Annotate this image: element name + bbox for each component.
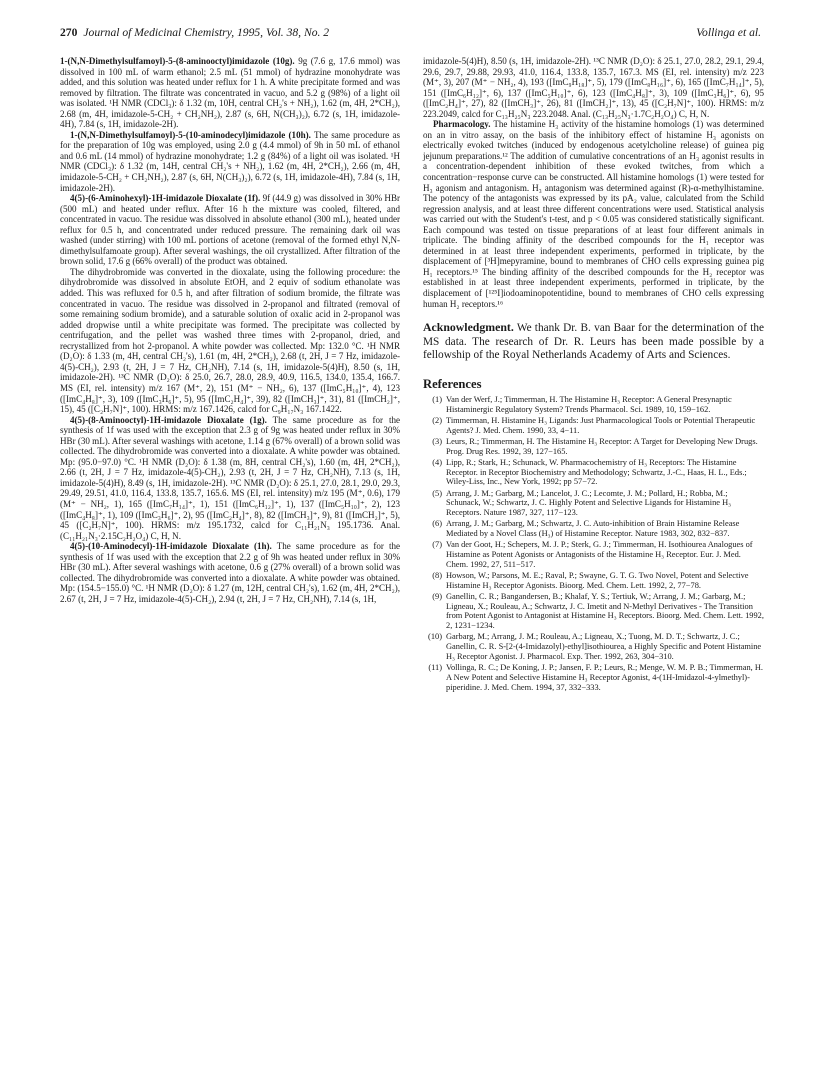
reference-text: Howson, W.; Parsons, M. E.; Raval, P.; Swayne, G. T. G. Two Novel, Potent and Selective Histamine H₃ Receptor Agonists. Bioorg. Med. Chem. Lett. 1992, 2, 77−78. — [446, 570, 749, 590]
page-number: 270 — [60, 26, 78, 39]
journal-citation: Journal of Medicinal Chemistry, 1995, Vol. 38, No. 2 — [83, 26, 330, 39]
paragraph-body: The same procedure as for the synthesis of 1f was used with the exception that 2.2 g of 9h was heated under reflux in 30% HBr (30 mL). After several washings with acetone, 0.6 g (27% overall) of a brown solid was collected. The dihydrobromide was converted into a dioxalate. A white powder was obtained. Mp: (154.5−155.0) °C. ¹H NMR (D₂O): δ 1.27 (m, 12H, central CH₂'s), 1.62 (m, 4H, 2*CH₂), 2.67 (t, 2H, J = 7 Hz, imidazole-4(5)-CH₂), 2.94 (t, 2H, J = 7 Hz, CH₂NH), 7.14 (s, 1H, — [60, 541, 400, 604]
compound-heading: 1-(N,N-Dimethylsulfamoyl)-5-(10-aminodecyl)imidazole (10h). — [70, 129, 311, 140]
acknowledgment — [423, 321, 764, 363]
reference-number: (6) — [432, 519, 442, 529]
reference-item — [423, 437, 764, 457]
references-heading: References — [423, 376, 482, 391]
compound-heading: 1-(N,N-Dimethylsulfamoyl)-5-(8-aminooctyl)imidazole (10g). — [60, 56, 295, 66]
reference-number: (11) — [428, 662, 442, 672]
paragraph-1g — [60, 415, 400, 542]
reference-item — [423, 632, 764, 662]
reference-item — [423, 571, 764, 591]
reference-number: (3) — [432, 436, 442, 446]
reference-number: (5) — [432, 488, 442, 498]
reference-text: Vollinga, R. C.; De Koning, J. P.; Jansen, F. P.; Leurs, R.; Menge, W. M. P. B.; Timmerman, H. A New Potent and Selective Histamine H₃ Receptor Agonist, 4-(1H-Imidazol-4-ylmethyl)-piperidine. J. Med. Chem. 1994, 37, 332−333. — [446, 662, 763, 692]
reference-list — [423, 395, 764, 692]
running-authors: Vollinga et al. — [696, 26, 761, 39]
reference-item — [423, 663, 764, 693]
paragraph-body: The dihydrobromide was converted in the dioxalate, using the following procedure: the dihydrobromide was dissolved in absolute EtOH, and 2 equiv of sodium ethanolate was added. This was refluxed for 0.5 h, and after filtration of sodium bromide, the filtrate was concentrated in vacuo. The residue was dissolved in 2-propanol and filtrated (removal of some remaining sodium bromide), and a saturable solution of oxalic acid in 2-propanol was added dropwise until a white precipitate was formed. The precipitate was collected by centrifugation, and the pellet was washed three times with 2-propanol, dried, and recrystallized from hot 2-propanol. A white powder was collected. Mp: 132.0 °C. ¹H NMR (D₂O): δ 1.33 (m, 4H, central CH₂'s), 1.61 (m, 4H, 2*CH₂), 2.68 (t, 2H, J = 7 Hz, imidazole-4(5)-CH₂), 2.93 (t, 2H, J = 7 Hz, CH₂NH), 7.14 (s, 1H, imidazole-5(4)H), 8.50 (s, 1H, imidazole-2H). ¹³C NMR (D₂O): δ 25.0, 26.7, 28.0, 28.9, 40.9, 116.5, 134.0, 135.4, 166.7. MS (EI, rel. intensity) m/z 167 (M⁺, 2), 151 (M⁺ − NH₂, 6), 137 ([ImC₅H₁₀]⁺, 4), 123 ([ImC₄H₈]⁺, 3), 109 ([ImC₃H₆]⁺, 5), 95 ([ImC₂H₄]⁺, 39), 82 ([ImCH₃]⁺, 31), 81 ([ImCH₂]⁺, 15), 45 ([C₂H₇N]⁺, 100). HRMS: m/z 167.1426, calcd for C₉H₁₇N₃ 167.1422. — [60, 266, 400, 415]
paragraph-body: The same procedure as for the preparation of 10g was employed, using 2.0 g (4.4 mmol) of 9h in 50 mL of ethanol and 0.6 mL (14 mmol) of hydrazine monohydrate; 1.2 g (84%) of a light oil was isolated. ¹H NMR (CDCl₃): δ 1.32 (m, 14H, central CH₂'s + NH₂), 1.62 (m, 4H, 2*CH₂), 2.66 (m, 4H, imidazole-5-CH₂ + CH₂NH₂), 2.87 (s, 6H, N(CH₃)₂), 6.72 (s, 1H, imidazole-4H), 7.84 (s, 1H, imidazole-2H). — [60, 129, 400, 193]
reference-text: Leurs, R.; Timmerman, H. The Histamine H₃ Receptor: A Target for Developing New Drugs. Prog. Drug Res. 1992, 39, 127−165. — [446, 436, 758, 456]
reference-text: Lipp, R.; Stark, H.; Schunack, W. Pharmacochemistry of H₃ Receptors: The Histamine Receptor. in Receptor Biochemistry and Methodology; Schwartz, J.-C., Haas, H. L., Eds.; Wiley-Liss, Inc., New York, 1992; pp 57−72. — [446, 457, 747, 487]
reference-text: Van der Werf, J.; Timmerman, H. The Histamine H₃ Receptor: A General Presynaptic Histaminergic Regulatory System? Trends Pharmacol. Sci. 1989, 10, 159−162. — [446, 395, 732, 415]
reference-item — [423, 592, 764, 631]
paragraph-1h-continued: imidazole-5(4)H), 8.50 (s, 1H, imidazole-2H). ¹³C NMR (D₂O): δ 25.1, 27.0, 28.2, 29.1, 29.4, 29.6, 29.7, 29.88, 29.93, 41.0, 116.4, 133.8, 135.7, 167.3. MS (EI, rel. intensity) m/z 223 (M⁺, 3), 207 (M⁺ − NH₂, 4), 193 ([ImC₉H₁₈]⁺, 5), 179 ([ImC₈H₁₆]⁺, 6), 165 ([ImC₇H₁₄]⁺, 5), 151 ([ImC₆H₁₂]⁺, 6), 137 ([ImC₅H₁₀]⁺, 6), 123 ([ImC₄H₈]⁺, 3), 109 ([ImC₃H₆]⁺, 6), 95 ([ImC₂H₄]⁺, 27), 82 ([ImCH₃]⁺, 26), 81 ([ImCH₂]⁺, 13), 45 ([C₂H₇N]⁺, 100). HRMS: m/z 223.2049, calcd for C₁₃H₂₅N₃ 223.2048. Anal. (C₁₃H₂₅N₃·1.7C₂H₂O₄) C, H, N. — [423, 56, 764, 119]
reference-item — [423, 458, 764, 488]
paragraph-10h — [60, 130, 400, 193]
reference-text: Garbarg, M.; Arrang, J. M.; Rouleau, A.; Ligneau, X.; Tuong, M. D. T.; Schwartz, J. C.; Ganellin, C. R. S-[2-(4-Imidazolyl)-ethyl]isothiourea, a Highly Specific and Potent Histamine H₃ Receptor Agonist. J. Pharmacol. Exp. Ther. 1992, 263, 304−310. — [446, 632, 762, 661]
right-column — [423, 56, 764, 694]
reference-number: (10) — [428, 632, 442, 642]
paragraph-1f — [60, 193, 400, 267]
reference-item — [423, 540, 764, 570]
reference-number: (9) — [432, 591, 442, 601]
paragraph-body: The histamine H₃ activity of the histamine homologs (1) was determined on an in vitro assay, on the basis of the inhibitory effect of histamine H₃ agonists on electrically evoked twitches (induced by endogenous acetylcholine release) of guinea pig jejunum preparations.¹² The addition of cumulative concentrations of an H₃ agonist results in a concentration-dependent inhibition of these evoked twitches, from which a concentration−response curve can be constructed. All histamine homologs (1) were tested for H₃ agonism and antagonism. H₃ antagonism was determined against (R)-α-methylhistamine. The potency of the antagonists was expressed by its pA₂ value, calculated from the Schild regression analysis, and at least three different concentrations were used. Statistical analysis was carried out with the Student's t-test, and p < 0.05 was considered statistically significant. Each compound was tested on tissue preparations of at least four different animals in triplicate. The binding affinity of the described compounds for the H₁ receptor was determined in at least three independent experiments, performed in triplicate, by the displacement of [³H]mepyramine, bound to membranes of CHO cells expressing guinea pig H₁ receptors.¹⁵ The binding affinity of the described compounds for the H₂ receptor was established in at least three independent experiments, performed in triplicate, by the displacement of [¹²⁵I]iodoaminopotentidine, bound to membranes of CHO cells expressing human H₂ receptors.¹⁶ — [423, 119, 764, 309]
compound-heading: 4(5)-(6-Aminohexyl)-1H-imidazole Dioxalate (1f). — [70, 193, 261, 204]
paragraph-body: 9f (44.9 g) was dissolved in 30% HBr (500 mL) and heated under reflux. After 16 h the mixture was cooled, filtered, and concentrated in vacuo. The residue was dissolved in absolute ethanol (300 mL), heated under reflux for 0.5 h, and concentrated under reduced pressure. The remaining dark oil was washed (under stirring) with 100 mL portions of acetone (removal of the formed ethyl N,N-dimethylsulfamoate group). After several washings, the oil crystallized. After filtration of the brown solid, 17.6 g (66% overall) of the product was obtained. — [60, 193, 400, 267]
paragraph-pharmacology — [423, 119, 764, 309]
reference-text: Timmerman, H. Histamine H₃ Ligands: Just Pharmacological Tools or Potential Therapeutic Agents? J. Med. Chem. 1990, 33, 4−11. — [446, 416, 756, 435]
reference-text: Van der Goot, H.; Schepers, M. J. P.; Sterk, G. J.; Timmerman, H. Isothiourea Analogues of Histamine as Potent Agonists or Antagonists of the Histamine H₃ Receptor. Eur. J. Med. Chem. 1992, 27, 511−517. — [446, 540, 753, 569]
section-heading: Pharmacology. — [433, 119, 491, 130]
reference-number: (8) — [432, 570, 442, 580]
paragraph-10g — [60, 56, 400, 130]
reference-item — [423, 395, 764, 415]
reference-text: Ganellin, C. R.; Bangandersen, B.; Khalaf, Y. S.; Tertiuk, W.; Arrang, J. M.; Garbarg, M.; Ligneau, X.; Rouleau, A.; Schwartz, J. C. Imetit and N-Methyl Derivatives - The Transition from Potent Agonist to Antagonist at Histamine H₃ Receptors. Bioorg. Med. Chem. Lett. 1992, 2, 1231−1234. — [446, 591, 764, 631]
paragraph-body: We thank Dr. B. van Baar for the determination of the MS data. The research of Dr. R. Leurs has been made possible by a fellowship of the Royal Netherlands Academy of Arts and Sciences. — [423, 322, 764, 362]
reference-number: (4) — [432, 457, 442, 467]
paragraph-dioxalate — [60, 267, 400, 415]
reference-number: (2) — [432, 416, 442, 426]
reference-number: (7) — [432, 540, 442, 550]
compound-heading: 4(5)-(8-Aminooctyl)-1H-imidazole Dioxalate (1g). — [70, 414, 267, 425]
reference-text: Arrang, J. M.; Garbarg, M.; Schwartz, J. C. Auto-inhibition of Brain Histamine Release Mediated by a Novel Class (H₃) of Histamine Receptor. Nature 1983, 302, 832−837. — [446, 519, 740, 539]
section-heading: Acknowledgment. — [423, 320, 514, 335]
paragraph-1h — [60, 541, 400, 604]
reference-item — [423, 416, 764, 436]
paragraph-body: The same procedure as for the synthesis of 1f was used with the exception that 2.3 g of 9g was heated under reflux in 30% HBr (30 mL). After several washings with acetone, 1.14 g (67% overall) of a brown solid was collected. The dihydrobromide was converted into a dioxalate. A white powder was obtained. Mp: (95.0−97.0) °C. ¹H NMR (D₂O): δ 1.38 (m, 8H, central CH₂'s), 1.60 (m, 4H, 2*CH₂), 2.66 (t, 2H, J = 7 Hz, imidazole-4(5)-CH₂), 2.93 (t, 2H, J = 7 Hz, CH₂NH), 7.13 (s, 1H, imidazole-5(4)H), 8.49 (s, 1H, imidazole-2H). ¹³C NMR (D₂O): δ 25.1, 27.0, 28.1, 29.0, 29.3, 29.49, 29.51, 41.0, 116.4, 133.8, 135.7, 165.6. MS (EI, rel. intensity) m/z 195 (M⁺, 0.6), 179 (M⁺ − NH₂, 1), 165 ([ImC₇H₁₄]⁺, 1), 151 ([ImC₆H₁₂]⁺, 1), 137 ([ImC₅H₁₀]⁺, 2), 123 ([ImC₄H₈]⁺, 1), 109 ([ImC₃H₆]⁺, 2), 95 ([ImC₂H₄]⁺, 8), 82 ([ImCH₃]⁺, 9), 81 ([ImCH₂]⁺, 5), 45 ([C₂H₇N]⁺, 100). HRMS: m/z 195.1732, calcd for C₁₁H₂₁N₃ 195.1736. Anal. (C₁₁H₂₁N₃·2.15C₂H₂O₄) C, H, N. — [60, 414, 400, 541]
reference-text: Arrang, J. M.; Garbarg, M.; Lancelot, J. C.; Lecomte, J. M.; Pollard, H.; Robba, M.; Schunack, W.; Schwartz, J. C. Highly Potent and Selective Ligands for Histamine H₃ Receptors. Nature 1987, 327, 117−123. — [446, 488, 732, 518]
reference-item — [423, 519, 764, 539]
reference-number: (1) — [432, 395, 442, 405]
paragraph-body: 9g (7.6 g, 17.6 mmol) was dissolved in 100 mL of warm ethanol; 2.5 mL (51 mmol) of hydrazine monohydrate was added, and this solution was heated under reflux for 1 h. A white precipitate formed and was removed by filtration. The filtrate was concentrated in vacuo, and 5.2 g (98%) of a light oil was isolated. ¹H NMR (CDCl₃): δ 1.32 (m, 10H, central CH₂'s + NH₂), 1.62 (m, 4H, 2*CH₂), 2.68 (m, 4H, imidazole-5-CH₂ + CH₂NH₂), 2.87 (s, 6H, N(CH₃)₂), 6.72 (s, 1H, imidazole-4H), 7.84 (s, 1H, imidazole-2H). — [60, 56, 400, 130]
left-column — [60, 56, 400, 604]
compound-heading: 4(5)-(10-Aminodecyl)-1H-imidazole Dioxalate (1h). — [70, 541, 272, 552]
reference-item — [423, 489, 764, 519]
running-header — [60, 26, 761, 44]
